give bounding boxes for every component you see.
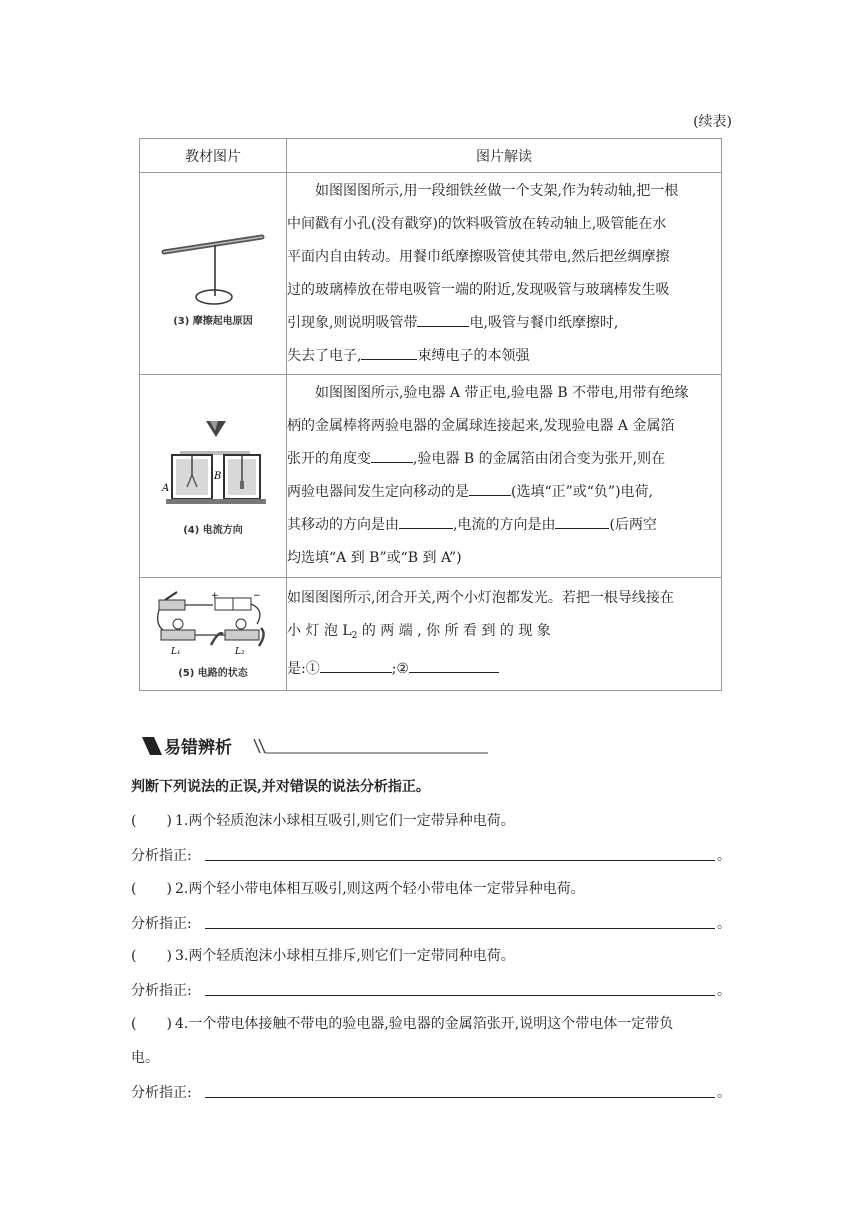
figure-cell	[140, 173, 287, 375]
text-line: 引现象,则说明吸管带 电,吸管与餐巾纸摩擦时,	[287, 307, 721, 340]
answer-row: 分析指正: 。	[131, 916, 731, 932]
question-item-continued: 电。	[131, 1050, 159, 1066]
label-b: B	[214, 470, 222, 482]
continued-note: (续表)	[693, 114, 732, 130]
label-plus: +	[211, 590, 219, 601]
judgement-blank[interactable]: ( )	[131, 948, 172, 964]
judgement-blank[interactable]: ( )	[131, 813, 172, 829]
text-line: 平面内自由转动。用餐巾纸摩擦吸管使其带电,然后把丝绸摩擦	[287, 248, 670, 265]
text-line: 两验电器间发生定向移动的是 (选填“正”或“负”)电荷,	[287, 476, 721, 509]
electroscope-figure	[158, 417, 268, 517]
answer-blank[interactable]	[469, 481, 511, 496]
answer-blank[interactable]	[371, 448, 413, 463]
text-line: 其移动的方向是由 ,电流的方向是由 (后两空	[287, 509, 721, 542]
table-row	[140, 578, 722, 691]
text-line: 柄的金属棒将两验电器的金属球连接起来,发现验电器 A 金属箔	[287, 418, 675, 434]
circuit-figure	[153, 590, 273, 660]
answer-line[interactable]	[205, 860, 715, 861]
answer-row: 分析指正: 。	[131, 983, 731, 999]
text-line: 均选填“A 到 B”或“B 到 A”)	[287, 550, 462, 566]
text-line: 中间戳有小孔(没有戳穿)的饮料吸管放在转动轴上,吸管能在水	[287, 215, 667, 232]
answer-blank[interactable]	[320, 658, 392, 673]
text-line: 失去了电子, 束缚电子的本领强	[287, 340, 721, 373]
textbook-figure-table	[139, 138, 722, 691]
question-item: ( ) 3.两个轻质泡沫小球相互排斥,则它们一定带同种电荷。	[131, 945, 731, 967]
answer-blank[interactable]	[417, 312, 469, 327]
label-minus: −	[253, 590, 261, 601]
answer-blank[interactable]	[399, 514, 453, 529]
text-line: 如图图图所示,用一段细铁丝做一个支架,作为转动轴,把一根	[315, 182, 679, 199]
figure-caption: (4) 电流方向	[183, 524, 243, 536]
question-item: ( ) 1.两个轻质泡沫小球相互吸引,则它们一定带异种电荷。	[131, 810, 731, 832]
text-line: 是:① ;②	[287, 653, 721, 686]
text-line: 过的玻璃棒放在带电吸管一端的附近,发现吸管与玻璃棒发生吸	[287, 281, 670, 298]
figure-caption: (3) 摩擦起电原因	[173, 316, 253, 327]
interpretation-cell	[287, 578, 722, 691]
figure-caption: (5) 电路的状态	[178, 667, 248, 679]
text-line: 小 灯 泡 $L_2$ 的 两 端 , 你 所 看 到 的 现 象	[287, 623, 551, 641]
answer-line[interactable]	[205, 1097, 715, 1098]
question-item: ( ) 4.一个带电体接触不带电的验电器,验电器的金属箔张开,说明这个带电体一定带负	[131, 1013, 731, 1035]
answer-line[interactable]	[205, 928, 715, 929]
label-l2: L₂	[235, 646, 245, 657]
figure-cell	[140, 578, 287, 691]
section-title: 易错辨析	[164, 738, 232, 758]
text-line: 如图图图所示,验电器 A 带正电,验电器 B 不带电,用带有绝缘	[315, 385, 689, 401]
header-interpretation: 图片解读	[287, 139, 722, 173]
table-row	[140, 375, 722, 578]
answer-blank[interactable]	[555, 514, 609, 529]
text-line: 如图图图所示,闭合开关,两个小灯泡都发光。若把一根导线接在	[287, 590, 674, 606]
text-line: 张开的角度变 ,验电器 B 的金属箔由闭合变为张开,则在	[287, 443, 721, 476]
label-a: A	[162, 482, 170, 494]
judgement-blank[interactable]: ( )	[131, 1016, 172, 1032]
question-item: ( ) 2.两个轻小带电体相互吸引,则这两个轻小带电体一定带异种电荷。	[131, 878, 731, 900]
judgement-blank[interactable]: ( )	[131, 881, 172, 897]
answer-line[interactable]	[205, 995, 715, 996]
table-row	[140, 173, 722, 375]
header-figure: 教材图片	[140, 139, 287, 173]
interpretation-cell	[287, 173, 722, 375]
straw-rotation-figure	[158, 220, 268, 308]
figure-cell	[140, 375, 287, 578]
table-header-row	[140, 139, 722, 173]
instruction-text: 判断下列说法的正误,并对错误的说法分析指正。	[131, 779, 430, 795]
answer-blank[interactable]	[361, 345, 417, 360]
section-header	[140, 731, 500, 759]
answer-blank[interactable]	[409, 658, 499, 673]
answer-row: 分析指正: 。	[131, 848, 731, 864]
interpretation-cell	[287, 375, 722, 578]
answer-row: 分析指正: 。	[131, 1085, 731, 1101]
label-l1: L₁	[171, 646, 181, 657]
